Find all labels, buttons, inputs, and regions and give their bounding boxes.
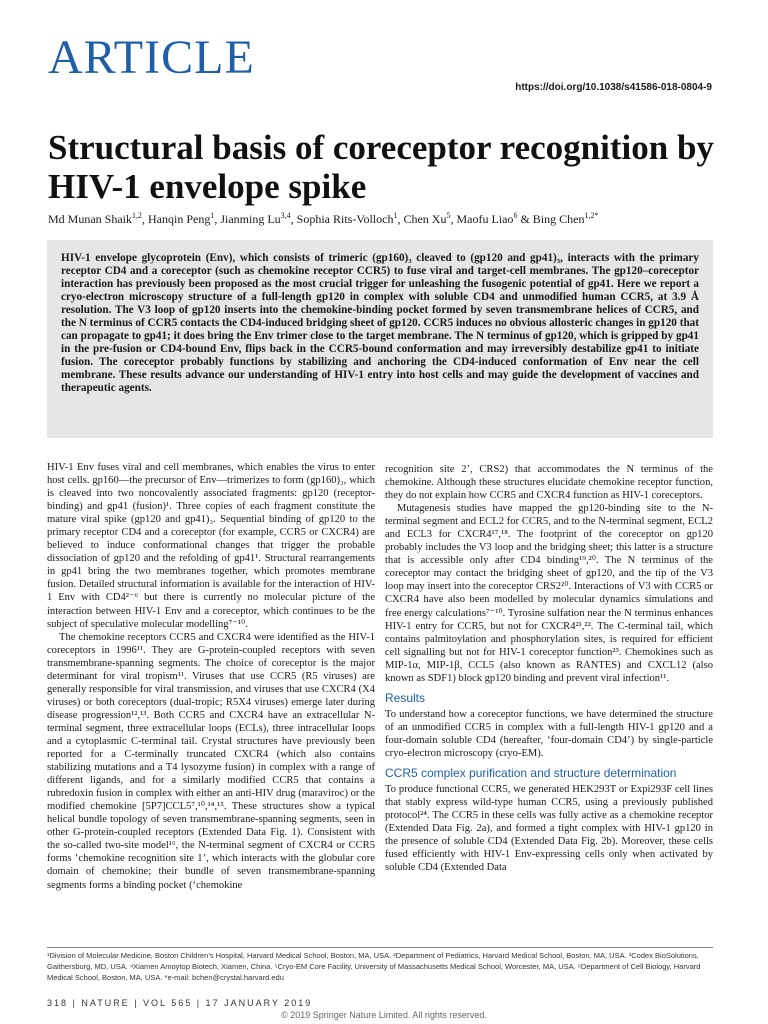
section-heading-results: Results (385, 690, 426, 705)
author[interactable]: Md Munan Shaik$^{1,2}$ (48, 211, 142, 226)
author[interactable]: Chen Xu$^5$ (403, 211, 451, 226)
body-paragraph: recognition site 2’, CRS2) that accommodates the N terminus of the chemokine. Although these structures elucidate chemokine receptor function, they do not explain how CCR5 and CXCR4 function as HIV-1 coreceptors. (385, 464, 713, 502)
article-title: Structural basis of coreceptor recognition by HIV-1 envelope spike (48, 128, 714, 206)
abstract-box (47, 240, 713, 438)
doi-link[interactable]: https://doi.org/10.1038/s41586-018-0804-9 (515, 82, 712, 93)
page-footer-info: 318 | NATURE | VOL 565 | 17 JANUARY 2019 (47, 998, 313, 1008)
author[interactable]: Bing Chen$^{1,2*}$ (532, 211, 599, 226)
author[interactable]: Jianming Lu$^{3,4}$ (220, 211, 291, 226)
author[interactable]: Sophia Rits-Volloch$^1$ (296, 211, 398, 226)
body-column-left (47, 461, 375, 892)
copyright-notice: © 2019 Springer Nature Limited. All rights reserved. (281, 1010, 487, 1020)
subsection-heading: CCR5 complex purification and structure determination (385, 765, 677, 780)
body-paragraph: HIV-1 Env fuses viral and cell membranes, which enables the virus to enter host cells. gp160—the precursor of Env—trimerizes to form (gp160)₃, which is cleaved into two noncovalently associated fragments: gp120 (receptor-binding) and gp41 (fusion)¹. Three copies of each fragment constitute the mature viral spike (gp120 and gp41)₃. Sequential binding of gp120 to the primary receptor CD4 and a coreceptor (for example, CCR5 or CXCR4) are believed to induce conformational changes that trigger the probable dissociation of gp120 and the refolding of gp41¹. Structural rearrangements in gp41 bring the two membranes together, which promotes membrane fusion. Detailed structural information is available for the interaction of HIV-1 Env with CD4²⁻⁶ but there is currently no molecular picture of the interaction between HIV-1 Env and a coreceptor, which continues to be the subject of speculative molecular modelling⁷⁻¹⁰. (47, 462, 375, 630)
body-paragraph: To understand how a coreceptor functions, we have determined the structure of an unmodified CCR5 in complex with a full-length HIV-1 gp120 and a four-domain soluble CD4 (hereafter, ‘four-domain CD4’) by single-particle cryo-electron microscopy (cryo-EM). (385, 708, 713, 759)
body-paragraph: Mutagenesis studies have mapped the gp120-binding site to the N-terminal segment and ECL2 for CCR5, and to the N-terminal segment, ECL2 and ECL3 for CXCR4¹⁷,¹⁸. The footprint of the coreceptor on gp120 probably includes the V3 loop and the bridging sheet; this latter is a structure that is accessible only after CD4 binding¹⁹,²⁰. The N terminus of the coreceptor may contact the bridging sheet of gp120, and the tip of the V3 loop may insert into the coreceptor CRS2²⁰. Interactions of V3 with CCR5 or CXCR4 have also been modelled by molecular dynamics simulations and free energy calculations⁷⁻¹⁰. Tyrosine sulfation near the N terminus enhances HIV-1 entry for CCR5, but not for CXCR4²¹,²². The C-terminal tail, which contains palmitoylation and phosphorylation sites, is required for efficient cell signalling but not for HIV-1 coreceptor function²³. Chemokines such as MIP-1α, MIP-1β, CCL5 (also known as RANTES) and CXCL12 (also known as SDF1) block gp120 binding and prevent viral infection¹¹. (385, 503, 713, 684)
affiliations: ¹Division of Molecular Medicine, Boston Children’s Hospital, Harvard Medical School, Boston, MA, USA. ²Department of Pediatrics, Harvard Medical School, Boston, MA, USA. ³Codex BioSolutions, Gaithersburg, MD, USA. ⁴Xiamen Amoytop Biotech, Xiamen, China. ⁵Cryo-EM Core Facility, University of Massachusetts Medical School, Worcester, MA, USA. ⁶Department of Cell Biology, Harvard Medical School, Boston, MA, USA. *e-mail: bchen@crystal.harvard.edu (47, 951, 701, 982)
section-label: ARTICLE (48, 31, 255, 84)
body-paragraph: The chemokine receptors CCR5 and CXCR4 were identified as the HIV-1 coreceptors in 1996¹¹. They are G-protein-coupled receptors with seven transmembrane-spanning segments. The choice of coreceptor is the major determinant for viral tropism¹¹. Viruses that use CCR5 (R5 viruses) are generally responsible for viral transmission, and viruses that use CXCR4 (X4 viruses) or both coreceptors (dual-tropic; R5X4 viruses) emerge later during disease progression¹²,¹³. Both CCR5 and CXCR4 have an extracellular N-terminal segment, three extracellular loops (ECLs), three intracellular loops and a cytoplasmic C-terminal tail. Crystal structures have previously been reported for a C-terminally truncated CXCR4 (which also contains stabilizing mutations and a T4 lysozyme fusion) in complex with a range of different ligands, and for a similarly modified CCR5 that contains a rubredoxin fusion in complex with either an anti-HIV drug (maraviroc) or the modified chemokine [5P7]CCL5⁷,¹⁰,¹⁴,¹⁵. These structures show a typical helical bundle topology of seven transmembrane-spanning segments, seen in other G-protein-coupled receptors (Extended Data Fig. 1). Consistent with the so-called two-site model¹⁶, the N-terminal segment of CXCR4 or CCR5 forms ‘chemokine recognition site 1’, which interacts with the globular core domain of chemokine; their bundle of seven transmembrane-spanning segments forms a binding pocket (‘chemokine (47, 631, 375, 891)
author[interactable]: Hanqin Peng$^1$ (148, 211, 215, 226)
author-list: Md Munan Shaik$^{1,2}$, Hanqin Peng$^1$, Jianming Lu$^{3,4}$, Sophia Rits-Volloch$^1$, Chen Xu$^5$, Maofu Liao$^6$ & Bing Chen$^{1,2*}$ (48, 211, 599, 226)
footnote-divider (47, 947, 713, 948)
author[interactable]: Maofu Liao$^6$ (456, 211, 518, 226)
abstract-text: HIV-1 envelope glycoprotein (Env), which consists of trimeric (gp160)₃ cleaved to (gp120 and gp41)₃, interacts with the primary receptor CD4 and a coreceptor (such as chemokine receptor CCR5) to fuse viral and target-cell membranes. The gp120–coreceptor interaction has previously been proposed as the most crucial trigger for unleashing the fusogenic potential of gp41. Here we report a cryo-electron microscopy structure of a full-length gp120 in complex with soluble CD4 and unmodified human CCR5, at 3.9 Å resolution. The V3 loop of gp120 inserts into the chemokine-binding pocket formed by seven transmembrane helices of CCR5, and the N terminus of CCR5 contacts the CD4-induced bridging sheet of gp120. CCR5 induces no obvious allosteric changes in gp120 that can propagate to gp41; it does bring the Env trimer close to the target membrane. The N terminus of gp120, which is gripped by gp41 in the pre-fusion or CD4-bound Env, flips back in the CCR5-bound conformation and may irreversibly destabilize gp41 to initiate fusion. The coreceptor probably functions by stabilizing and anchoring the CD4-induced conformation of Env near the cell membrane. These results advance our understanding of HIV-1 entry into host cells and may guide the development of vaccines and therapeutic agents. (61, 252, 699, 395)
body-column-right (385, 463, 713, 874)
body-paragraph: To produce functional CCR5, we generated HEK293T or Expi293F cell lines that stably express wild-type human CCR5, using a previously published protocol²⁴. The CCR5 in these cells was fully active as a chemokine receptor (Extended Data Fig. 2a), and formed a tight complex with HIV-1 gp120 in the presence of soluble CD4 (Extended Data Fig. 2b). Moreover, these cells fused efficiently with HIV-1 Env-expressing cells only when activated by soluble CD4 (Extended Data (385, 783, 713, 874)
